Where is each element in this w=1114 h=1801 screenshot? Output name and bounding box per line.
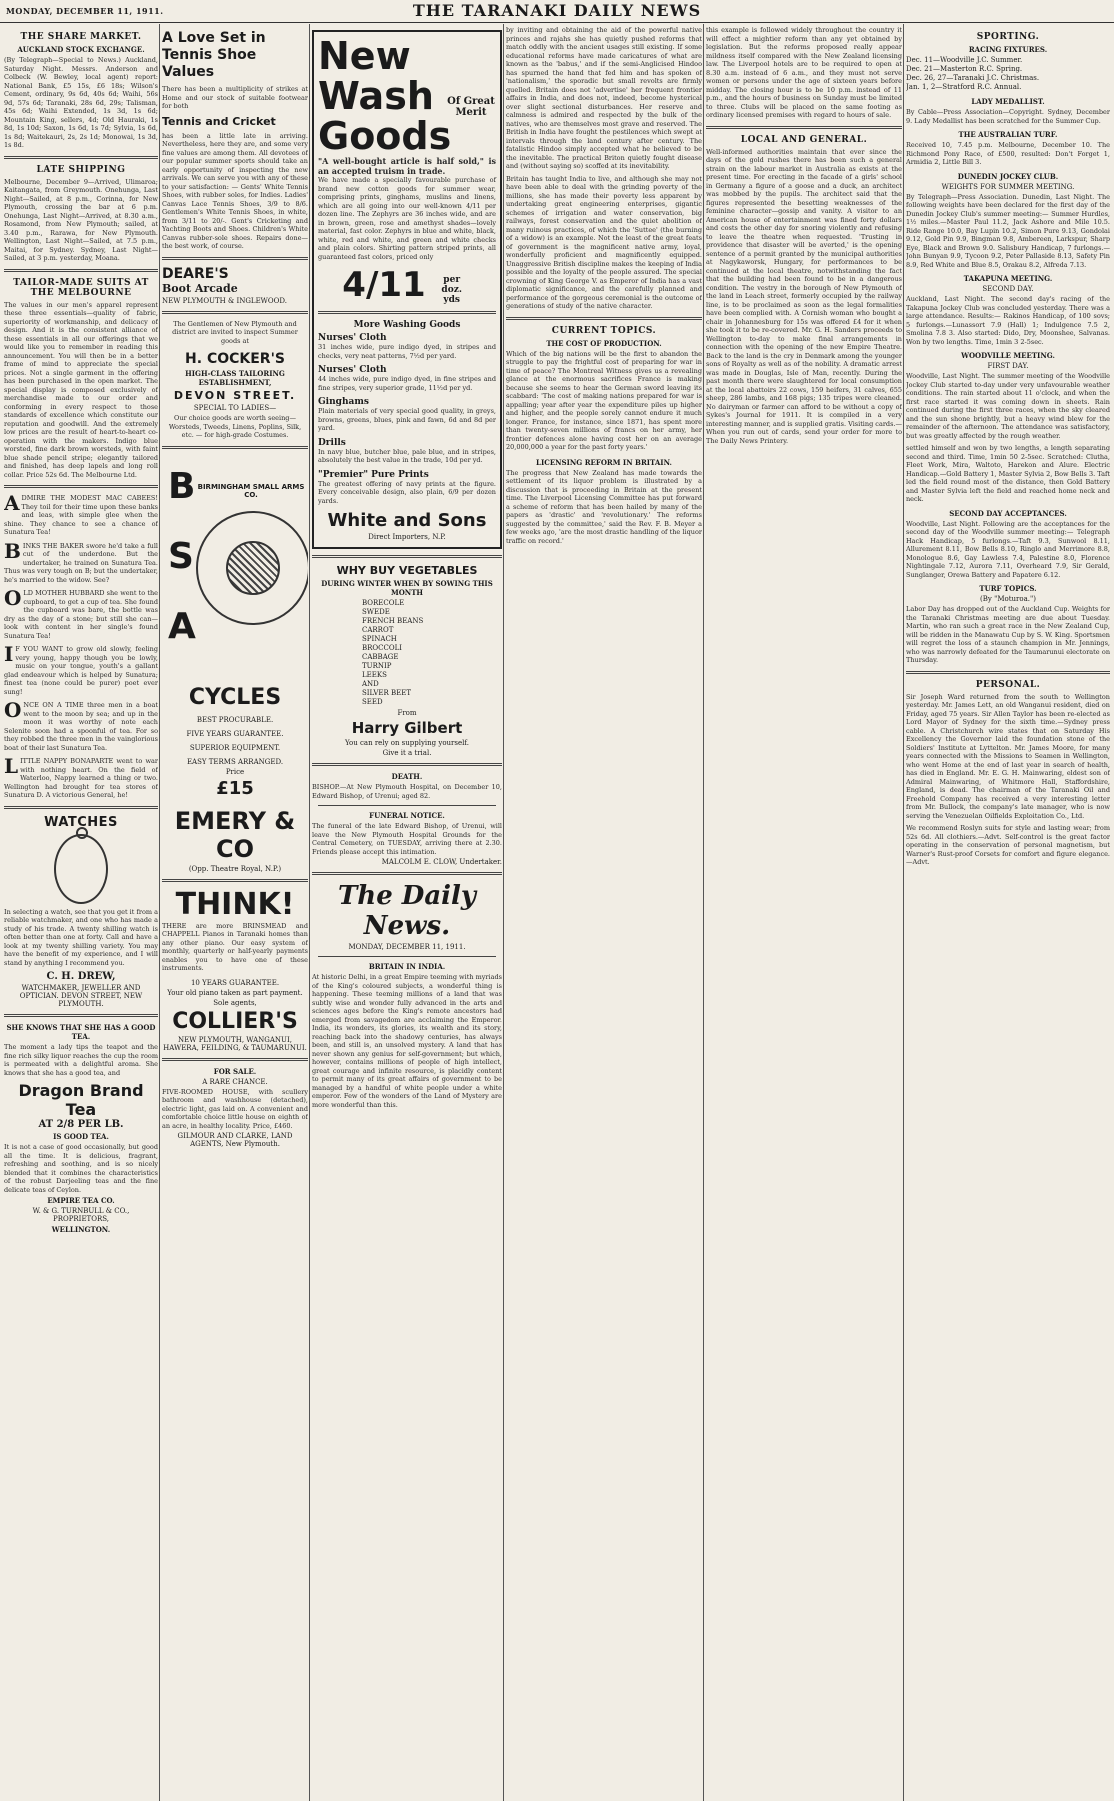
daily-news-date: MONDAY, DECEMBER 11, 1911. xyxy=(348,943,466,951)
issue-date: MONDAY, DECEMBER 11, 1911. xyxy=(6,6,164,16)
wash-price: 4/11 xyxy=(342,265,426,305)
wash-item xyxy=(318,333,496,360)
colliers-title: COLLIER'S xyxy=(172,1008,298,1034)
tailor-body: The values in our men's apparel represent these three essentials—quality of fabric, superiority of workmanship, and delicacy of design. And it is the consistent alliance of these essentials in all our offerings that we would like you to remember in reading this announcement. You will then be in a better frame of mind to appreciate the special prices. Not a single garment in the offering has been purchased in the open market. The special display is composed exclusively of merchandise made to our order and conforming in every respect to those standards of excellence which constitute our reputation and goodwill. And the extremely low prices are the result of heart-to-heart co-operation with the makers. Indigo blue worsted, fine dark brown worsteds, with faint blue shade pencil stripe; elegantly tailored and finished, has deep lapels and long roll collar. Price 52s 6d. The Melbourne Ltd. xyxy=(4,300,158,479)
column-divider xyxy=(309,24,310,1801)
australian-turf-body: Received 10, 7.45 p.m. Melbourne, December 10. The Richmond Pony Race, of £500, resulted: Don't Forget 1, Armidia 2, Little Bill 3. xyxy=(906,141,1110,166)
death-heading: DEATH. xyxy=(391,772,423,781)
drew-name: C. H. DREW, xyxy=(46,971,116,982)
cycles-price-label: Price xyxy=(225,767,245,776)
column-5 xyxy=(706,26,902,1797)
jingle-text: NCE ON A TIME three men in a boat went to the moon by sea; and up in the moon it was worthy of note each Selenite soon had a spoonful of tea. For so they robbed the three men in the vainglorious boat of their last Sunatura Tea. xyxy=(4,701,158,752)
fixture-item: Jan. 1, 2—Stratford R.C. Annual. xyxy=(906,83,1022,91)
jingle-text: DMIRE THE MODEST MAC CABEES! They toil for their time upon these banks and leas, with simple glee when the shine. They chance to see a chance of Sunatura Tea! xyxy=(4,494,158,536)
teapot-body: The moment a lady tips the teapot and the fine rich silky liquor reaches the cup the room is permeated with a delightful aroma. She knows that she has a good tea, and xyxy=(4,1043,158,1077)
share-market-body: (By Telegraph—Special to News.) Auckland, Saturday Night. Messrs. Anderson and Colbeck (W. Bewley, local agent) report: National Bank, £5 15s, £6 18s; Wilson's Cement, ordinary, 9s 6d, 40s 6d; Waihi, 56s 9d, 57s 6d; Taranaki, 28s 6d, 29s; Talisman, 45s 6d; Waihi Extended, 1s 3d, 1s 6d; Mountain King, sellers, 4d; Old Hauraki, 1s 8d, 1s 10d; Saxon, 1s 6d, 1s 7d; Sylvia, 1s 6d, 1s 8d; Waitekauri, 2s, 2s 1d; Monowai, 1s 3d, 1s 8d. xyxy=(4,56,158,149)
takapuna-heading: TAKAPUNA MEETING. xyxy=(963,274,1053,283)
jingle-text: ITTLE NAPPY BONAPARTE went to war with nothing heart. On the field of Waterloo, Nappy learned a thing or two. Wellington had brought for tea stores of Sunatura D. A victorious General, he! xyxy=(4,757,158,799)
licensing-body: The progress that New Zealand has made towards the settlement of its liquor problem is illustrated by a discussion that is proceeding in Britain at the present time. The Liverpool Licensing Committee has put forward a scheme of reform that has been hailed by many of the papers as 'drastic' and 'revolutionary.' The reforms suggested by the committee,' said the Rev. F. B. Meyer a few weeks ago, 'are the most drastic handling of the liquor traffic on record.' xyxy=(506,468,702,545)
dragon-brand-title: Dragon Brand Tea xyxy=(18,1081,144,1119)
of-great-merit: Of Great Merit xyxy=(447,96,495,118)
tennis-cricket-body: has been a little late in arriving. Nevertheless, here they are, and some very fine values are among them. All devotees of our popular summer sports should take an early opportunity of inspecting the new arrivals. We can serve you with any of these to your satisfaction: — Gents' White Tennis Shoes, with rubber soles, for Indies. Ladies' Canvas Lace Tennis Shoes, 3/9 to 8/6. Gentlemen's White Tennis Shoes, in white, from 3/11 to 20/-. Gent's Cricketing and Yachting Boots and Shoes. Children's White Canvas rubber-sole shoes. Repairs done—the best work, of course. xyxy=(162,131,308,250)
cycles-title: CYCLES xyxy=(188,684,282,710)
cycles-price: £15 xyxy=(216,777,254,799)
britain-continued-body-2: Britain has taught India to live, and although she may not have been able to deal with the grinding poverty of the millions, she has made their poverty less apparent by undertaking great engineering enterprises, gigantic schemes of irrigation and water conservation, big railways, forest conservation and the quiet abolition of many ruinous practices, of which the 'Suttee' (the burning of a widow) is an example. Not the least of the great feats of government is the magnificent native army, loyal, wonderfully proficient and magnificently equipped. Unaggressive British discipline makes the keeping of India possible and the loyalty of the people assured. The special crowning of King George V. as Emperor of India has a vast diplomatic significance, and the carefully planned and performance of the gorgeous ceremonial is the outcome of generations of study of the native character. xyxy=(506,174,702,310)
vegetable-item: BORECOLE xyxy=(362,599,405,607)
racing-fixtures-heading: RACING FIXTURES. xyxy=(968,45,1048,54)
love-set-body: There has been a multiplicity of strikes at Home and our stock of suitable footwear for both xyxy=(162,85,308,110)
daily-news-nameplate: The Daily News. xyxy=(337,881,477,941)
cocker-body: Our choice goods are worth seeing—Worsteds, Tweeds, Linens, Poplins, Silk, etc. — for high-grade Costumes. xyxy=(168,414,302,439)
drop-cap: I xyxy=(4,642,14,666)
love-set-title: A Love Set in Tennis Shoe Values xyxy=(162,30,266,80)
britain-continued-body: by inviting and obtaining the aid of the powerful native princes and rajahs she has quietly pushed reforms that match oddly with the ancient usages still existing. If some educational reforms have made caricatures of what are known as the 'babus,' and if the semi-Anglicised Hindoo has spurned the hand that fed him and has spoken of 'nationalism,' the sporadic but small revolts are firmly quelled. Britain does not 'advertise' her frequent frontier affairs in India, and does not, indeed, become hysterical over slight sectional disturbances. Her reserve and calmness is admired and respected by the bulk of the natives, who are themselves most grave and reserved. The British in India have fought the pestilences which swept at intervals through the land century after century. The fatalistic Hindoo simply accepted what he believed to be the inevitable. The practical Briton quietly fought disease and (without saying so) scoffed at its inevitability. xyxy=(506,26,702,170)
harry-gilbert-title: Harry Gilbert xyxy=(351,719,463,737)
for-sale-body: FIVE-ROOMED HOUSE, with scullery bathroom and washhouse (detached), electric light, gas laid on. A convenient and comfortable choice little house on eighth of an acre, in healthy locality. Price, £460. xyxy=(162,1087,308,1130)
cycles-line: EASY TERMS ARRANGED. xyxy=(186,757,284,766)
weights-body: By Telegraph—Press Association. Dunedin, Last Night. The following weights have been declared for the first day of the Dunedin Jockey Club's summer meeting:— Summer Hurdles, 1½ miles.—Master Paul 11.2, Jack Ashore and Mile 10.5. Ride Range 10.0, Bay Lupin 10.2, Simon Pure 9.13, Gondolai 9.12, Gold Pin 9.9, Bingman 9.8, Ambereen, Larkspur, Sharp Eye, Black and Brown 9.0. Salisbury Handicap, 7 furlongs.—John Bunyan 9.9, Tycoon 9.2, Peter Pallaside 8.13, Safety Pin 8.9, Red White and Blue 8.5, Orakau 8.2, Alfreda 7.13. xyxy=(906,192,1110,269)
wash-item-name: "Premier" Pure Prints xyxy=(318,469,429,480)
turf-topics-body: Labor Day has dropped out of the Auckland Cup. Weights for the Taranaki Christmas meeting are due about Tuesday. Martin, who ran such a great race in the New Zealand Cup, will be ridden in the Manawatu Cup by S. W. King. Sportsmen will regret the loss of a staunch champion in Mr. Jennings, who was narrowly defeated for the Taumarunui electorate on Thursday. xyxy=(906,605,1110,664)
she-knows-heading: SHE KNOWS THAT SHE HAS A GOOD TEA. xyxy=(6,1023,156,1041)
wash-item-desc: The greatest offering of navy prints at the figure. Every conceivable design, also plain, 6/9 per dozen yards. xyxy=(318,479,496,505)
share-market-heading: THE SHARE MARKET. xyxy=(20,32,142,42)
tennis-cricket-title: Tennis and Cricket xyxy=(162,114,276,128)
cycles-line: SUPERIOR EQUIPMENT. xyxy=(189,743,281,752)
wash-item-desc: 31 inches wide, pure indigo dyed, in stripes and checks, very neat patterns, 7½d per yard. xyxy=(318,343,496,360)
emery-title: EMERY & CO xyxy=(174,806,296,863)
cost-production-body: Which of the big nations will be the first to abandon the struggle to pay the frightful cost of preparing for war in time of peace? The Montreal Witness gives us a revealing glance at the enormous sacrifices France is making because she seems to hear the German sword leaving its scabbard: 'The cost of making nations prepared for war is appalling; year after year the expenditure piles up higher and higher, and the people sorely cannot endure it much longer. France, for instance, since 1871, has spent more than twenty-seven millions of francs on her army, her frontier defences alone having cost her on an average 20,000,000 a year for the past forty years.' xyxy=(506,349,702,451)
fixture-item: Dec. 26, 27—Taranaki J.C. Christmas. xyxy=(906,74,1040,82)
divider xyxy=(318,311,496,314)
personal-heading: PERSONAL. xyxy=(975,679,1041,690)
divider xyxy=(162,257,308,260)
vegetables-title: WHY BUY VEGETABLES xyxy=(336,564,478,577)
jingle-text: LD MOTHER HUBBARD she went to the cupboard, to get a cup of tea. She found the cupboard was bare, the bottle was dry as the day of a stone; but still she can—look with content in her single's found Sunatura Tea! xyxy=(4,589,158,640)
takapuna-second-day: SECOND DAY. xyxy=(982,285,1034,293)
empire-tea-name: EMPIRE TEA CO. xyxy=(47,1196,115,1205)
turf-topics-heading: TURF TOPICS. xyxy=(979,584,1037,593)
more-washing-title: More Washing Goods xyxy=(353,320,461,330)
turf-topics-byline: (By "Moturoa.") xyxy=(980,595,1036,603)
woodville-first-day: FIRST DAY. xyxy=(987,362,1029,370)
current-topics-heading: CURRENT TOPICS. xyxy=(551,325,657,336)
watches-heading: WATCHES xyxy=(44,814,118,830)
late-shipping-heading: LATE SHIPPING xyxy=(36,164,126,175)
bsa-emblem-icon xyxy=(196,511,308,625)
deare-subtitle: Boot Arcade xyxy=(162,281,238,295)
licensing-continued-body: this example is followed widely throughout the country it will effect a mightier reform than any yet obtained by legislation. But the reforms proposed really appear mildness itself compared with the New Zealand licensing law. The Liverpool hotels are to be required to open at 8.30 a.m. instead of 6 a.m., and they must not serve women or persons under the age of sixteen years before midday. The closing hour is to be 10 p.m. instead of 11 p.m., and the hours of business on Sunday must be limited to three. Clubs will be placed on the same footing as ordinary licensed premises with regard to hours of sale. xyxy=(706,26,902,119)
jingle-item xyxy=(4,586,158,640)
white-sons-subtitle: Direct Importers, N.P. xyxy=(368,533,446,541)
tailor-heading: TAILOR-MADE SUITS AT THE MELBOURNE xyxy=(13,277,149,298)
column-divider xyxy=(503,24,504,1801)
wash-quote: "A well-bought article is half sold," is an accepted truism in trade. xyxy=(318,156,496,176)
jingle-item xyxy=(4,642,158,696)
vegetables-subtitle: DURING WINTER WHEN BY SOWING THIS MONTH xyxy=(321,579,493,597)
divider xyxy=(312,555,502,558)
empire-tea-city: WELLINGTON. xyxy=(51,1225,111,1234)
think-title: THINK! xyxy=(175,886,295,922)
column-divider xyxy=(703,24,704,1801)
white-sons-title: White and Sons xyxy=(327,510,487,531)
drop-cap: L xyxy=(4,754,19,778)
wash-header xyxy=(318,36,496,156)
think-body: THERE are more BRINSMEAD and CHAPPELL Pianos in Taranaki homes than any other piano. Our easy system of monthly, quarterly or half-yearly payments enables you to have one of these instruments. xyxy=(162,921,308,972)
local-general-heading: LOCAL AND GENERAL. xyxy=(740,134,868,145)
divider xyxy=(4,485,158,488)
divider xyxy=(4,269,158,272)
vegetable-item: FRENCH BEANS xyxy=(362,617,424,625)
crossed-rifles-icon xyxy=(226,541,280,595)
bsa-cycles-ad xyxy=(162,455,308,685)
jingle-item xyxy=(4,491,158,537)
wash-item-name: Ginghams xyxy=(318,397,369,407)
vegetable-item: SEED xyxy=(362,698,383,706)
advertisement-notes: We recommend Roslyn suits for style and lasting wear; from 52s 6d. All clothiers.—Advt. Self-control is the great factor operating in the conservation of personal magnetism, but Warner's Rust-proof Corsets for comfort and figure elegance.—Advt. xyxy=(906,824,1110,866)
vegetable-item: LEEKS xyxy=(362,671,387,679)
share-market-subheading: AUCKLAND STOCK EXCHANGE. xyxy=(17,45,145,54)
jingle-item xyxy=(4,698,158,752)
fixtures-list xyxy=(906,56,1110,92)
jingle-text: F YOU WANT to grow old slowly, feeling very young, happy though you be lowly, music on your tongue, youth's a gallant glad endeavour which is helped by Sunatura; finest tea (none could be purer) poet ever sung! xyxy=(4,645,158,696)
guarantee-line: 10 YEARS GUARANTEE. xyxy=(190,978,280,987)
for-sale-subtitle: A RARE CHANCE. xyxy=(202,1077,268,1086)
wash-item xyxy=(318,397,496,433)
drop-cap: A xyxy=(4,491,20,515)
dragon-price: AT 2/8 PER LB. xyxy=(38,1119,124,1130)
divider xyxy=(318,805,496,806)
acceptances-heading: SECOND DAY ACCEPTANCES. xyxy=(949,508,1067,518)
acceptances-body: Woodville, Last Night. Following are the acceptances for the second day of the Woodville summer meeting:— Telegraph Hack Handicap, 5 furlongs.—Taft 9.3, Sunwool 8.11, Allurement 8.11, Bow Bells 8.10, Ringlo and Merrimore 8.8, Monologue 8.6, Gay Lawless 7.4, Palestine 8.0, Florence Nightingale 7.12, Aurora 7.11, Overheard 7.9, Sir Gerald, Sunglanger, Orewa Battery and Papatere 6.12. xyxy=(906,519,1110,579)
harry-gilbert-subtitle: You can rely on supplying yourself. xyxy=(345,739,469,747)
death-body: BISHOP.—At New Plymouth Hospital, on December 10, Edward Bishop, of Urenui; aged 82. xyxy=(312,783,502,800)
divider xyxy=(312,763,502,766)
bsa-letter-b: B xyxy=(168,465,196,507)
lady-medallist-body: By Cable—Press Association—Copyright. Sydney, December 9. Lady Medallist has been scratched for the Summer Cup. xyxy=(906,108,1110,125)
fixture-item: Dec. 21—Masterton R.C. Spring. xyxy=(906,65,1023,73)
divider xyxy=(4,1014,158,1017)
britain-heading: BRITAIN IN INDIA. xyxy=(368,962,446,971)
vegetables-list xyxy=(312,599,502,707)
cycles-line: FIVE YEARS GUARANTEE. xyxy=(186,729,284,738)
gilmour-line: GILMOUR AND CLARKE, LAND AGENTS, New Plymouth. xyxy=(177,1132,293,1148)
divider xyxy=(4,156,158,159)
weights-heading: WEIGHTS FOR SUMMER MEETING. xyxy=(941,182,1075,191)
cost-production-heading: THE COST OF PRODUCTION. xyxy=(546,338,662,348)
column-2 xyxy=(162,26,308,1797)
dragon-body: It is not a case of good occasionally, but good all the time. It is delicious, fragrant, refreshing and soothing, and is so nicely blended that it combines the characteristics of the robust Darjeeling teas and the fine delicate teas of Ceylon. xyxy=(4,1143,158,1194)
pocket-watch-icon xyxy=(54,834,108,904)
dragon-good: IS GOOD TEA. xyxy=(53,1132,109,1141)
wash-price-unit: per doz. yds xyxy=(441,275,462,305)
wash-item xyxy=(318,365,496,392)
wash-item-desc: Plain materials of very special good quality, in greys, browns, greens, blues, pink and fawn, 6d and 8d per yard. xyxy=(318,407,496,432)
cocker-ladies: SPECIAL TO LADIES— xyxy=(193,404,277,412)
column-divider xyxy=(903,24,904,1801)
wash-item-desc: In navy blue, butcher blue, pale blue, and in stripes, absolutely the best value in the trade, 10d per yd. xyxy=(318,447,496,464)
woodville-continued-body: settled himself and won by two lengths, a length separating second and third. Time, 1min 50 2-5sec. Scratched: Clutha, Fleet Work, Mira, Waltoto, Harekon and Alure. Electric Handicap.—Gold Battery 1, Master Sylvia 2, Bow Bells 3. Taft led the field round most of the distance, then Gold Battery and Master Sylvia left the field and reached home neck and neck. xyxy=(906,444,1110,503)
divider xyxy=(4,806,158,809)
vegetable-item: BROCCOLI xyxy=(362,644,403,652)
wash-body: We have made a specially favourable purchase of brand new cotton goods for summer wear, comprising prints, ginghams, muslins and linens, which are all going into our well-known 4/11 per dozen line. The Zephyrs are 36 inches wide, and are in brown, green, rose and amethyst shades—lovely material, fast color. Zephyrs in blue and white, black, white, red and white, and green and white checks and plain colors. Shirting pattern striped prints, all guaranteed fast colors, priced only xyxy=(318,176,496,261)
divider xyxy=(318,956,496,957)
gentlemen-invite: The Gentlemen of New Plymouth and district are invited to inspect Summer goods at xyxy=(172,319,298,345)
old-piano-line: Your old piano taken as part payment. xyxy=(167,988,303,997)
divider xyxy=(162,1058,308,1061)
wash-price-block xyxy=(318,265,496,305)
empire-tea-owner: W. & G. TURNBULL & CO., PROPRIETORS, xyxy=(32,1207,130,1223)
column-divider xyxy=(159,24,160,1801)
column-1 xyxy=(4,26,158,1797)
column-6 xyxy=(906,26,1110,1797)
wash-item-name: Nurses' Cloth xyxy=(318,365,387,375)
new-wash-goods-ad xyxy=(312,30,502,549)
divider xyxy=(162,879,308,882)
australian-turf-heading: THE AUSTRALIAN TURF. xyxy=(958,130,1058,139)
woodville-body: Woodville, Last Night. The summer meeting of the Woodville Jockey Club started to-day under very unfavourable weather conditions. The rain started about 11 o'clock, and when the first race started it was coming down in sheets. Rain continued during the first three races, when the sky cleared and the sun shone brightly, but a heavy wind blew for the remainder of the afternoon. The attendance was satisfactory, but was greatly affected by the rough weather. xyxy=(906,372,1110,440)
wash-item xyxy=(318,470,496,506)
drop-cap: O xyxy=(4,698,22,722)
sunatura-jingles xyxy=(4,491,158,800)
britain-body: At historic Delhi, in a great Empire teeming with myriads of the King's coloured subjects, a wonderful thing is happening. These teeming millions of a land that was subtly wise and wonder fully advanced in the arts and sciences ages before the King's remote ancestors had emerged from savagedom are acclaiming the Emperor. India, its wonders, its glories, its wealth and its story, reaching back into the shadowy centuries, has always been, and still is, an unsolved mystery. A land that has never shown any genius for self-government; but which, however, contains millions of people of high intellect, great courage and infinite resource, is placidly content to permit many of its great affairs of government to be managed by a handful of white people under a white emperor. Few of the wonders of the Land of Mystery are more wonderful than this. xyxy=(312,973,502,1109)
for-sale-title: FOR SALE. xyxy=(213,1066,257,1076)
divider xyxy=(312,872,502,875)
wash-item xyxy=(318,438,496,465)
divider xyxy=(706,126,902,129)
vegetable-item: SPINACH xyxy=(362,635,397,643)
personal-body: Sir Joseph Ward returned from the south to Wellington yesterday. Mr. James Lett, an old Wanganui resident, died on Friday, aged 75 years. Sir Allen Taylor has been re-elected as Lord Mayor of Sydney for the sixth time.—Sydney press cable. A Christchurch wire states that on Saturday His Excellency the Governor laid the foundation stone of the Soldiers' Institute at Lyttelton. Mr. James Moore, for many years connected with the Missions to Seamen in Wellington, who went Home at the end of last year in search of health, has died in England. Mr. E. G. H. Mainwaring, eldest son of Admiral Mainwaring, of Whitmore Hall, Staffordshire, England, is dead. The chairman of the Taranaki Oil and Freehold Company has received a very interesting letter from Mr. Bullock, the company's late manager, who is now serving the Venezuelan Oilfields Exploitation Co., Ltd. xyxy=(906,692,1110,820)
bsa-letter-a: A xyxy=(168,605,196,647)
watches-body: In selecting a watch, see that you get it from a reliable watchmaker, and one who has made a study of his trade. A twenty shilling watch is often better than one at forty. Call and have a look at my twenty shilling variety. You may have the benefit of my experience, and I will stand by anything I recommend you. xyxy=(4,907,158,967)
bsa-letter-s: S xyxy=(168,535,194,577)
woodville-heading: WOODVILLE MEETING. xyxy=(961,351,1055,360)
jingle-item xyxy=(4,754,158,800)
funeral-heading: FUNERAL NOTICE. xyxy=(369,811,445,820)
jingle-item xyxy=(4,538,158,585)
vegetable-item: AND xyxy=(362,680,379,688)
deare-location: NEW PLYMOUTH & INGLEWOOD. xyxy=(162,296,287,305)
masthead xyxy=(0,0,1114,23)
undertaker-line: MALCOLM E. CLOW, Undertaker. xyxy=(381,858,502,866)
column-3 xyxy=(312,26,502,1797)
vegetable-item: SWEDE xyxy=(362,608,390,616)
drop-cap: O xyxy=(4,586,22,610)
newspaper-title: THE TARANAKI DAILY NEWS xyxy=(412,1,702,20)
cocker-title: H. COCKER'S xyxy=(185,351,285,367)
bsa-ring-text: BIRMINGHAM SMALL ARMS CO. xyxy=(197,482,305,499)
vegetable-item: TURNIP xyxy=(362,662,392,670)
deare-title: DEARE'S xyxy=(162,265,229,282)
colliers-towns: NEW PLYMOUTH, WANGANUI, HAWERA, FEILDING, & TAUMARUNUI. xyxy=(163,1035,307,1052)
wash-item-name: Drills xyxy=(318,437,346,448)
wash-item-desc: 44 inches wide, pure indigo dyed, in fine stripes and fine stripes, very superior grade, 11½d per yd. xyxy=(318,375,496,392)
cocker-subtitle: HIGH-CLASS TAILORING ESTABLISHMENT, xyxy=(185,369,285,387)
funeral-body: The funeral of the late Edward Bishop, of Urenui, will leave the New Plymouth Hospital Grounds for the Central Cemetery, on TUESDAY, arriving there at 2.30. Friends please accept this intimation. xyxy=(312,822,502,856)
divider xyxy=(906,671,1110,674)
cycles-line: BEST PROCURABLE. xyxy=(196,715,274,724)
from-label: From xyxy=(397,709,417,717)
sole-agents-line: Sole agents, xyxy=(213,998,257,1007)
late-shipping-body: Melbourne, December 9—Arrived, Ulimaroa; Kaitangata, from Greymouth. Onehunga, Last Night—Sailed, at 8 p.m., Corinna, for New Plymouth, crossing the bar at 6 p.m. Onehunga, Last Night—Arrived, at 8.30 a.m., Rosamond, from New Plymouth; sailed, at 3.40 p.m., Rarawa, for New Plymouth. Wellington, Last Night—Sailed, at 7.5 p.m., Maitai, for Sydney. Sydney, Last Night—Sailed, at 3 p.m. yesterday, Moana. xyxy=(4,177,158,262)
cocker-street: DEVON STREET. xyxy=(173,389,297,402)
divider xyxy=(162,446,308,449)
divider xyxy=(162,311,308,314)
licensing-heading: LICENSING REFORM IN BRITAIN. xyxy=(536,457,672,467)
dunedin-heading: DUNEDIN JOCKEY CLUB. xyxy=(957,171,1059,181)
lady-medallist-heading: LADY MEDALLIST. xyxy=(971,97,1045,106)
drew-address: WATCHMAKER, JEWELLER AND OPTICIAN. DEVON STREET, NEW PLYMOUTH. xyxy=(19,984,143,1008)
vegetable-item: SILVER BEET xyxy=(362,689,412,697)
vegetable-item: CABBAGE xyxy=(362,653,399,661)
takapuna-body: Auckland, Last Night. The second day's racing of the Takapuna Jockey Club was concluded yesterday. There was a large attendance. Results:— Rakinos Handicap, of 100 sovs; 5 furlongs.—Lunassort 7.9 (Hall) 1; Indulgence 7.5 2, Smolina 7.8 3. Also started: Dido, Dry, Moonshee, Salvanas. Won by two lengths. Time, 1min 3 2-5sec. xyxy=(906,295,1110,346)
jingle-text: INKS THE BAKER swore he'd take a full cut of the underdone. But the undertaker, he trained on Sunatura Tea. Thus was very tough on B; but the undertaker, he's married to the widow. See? xyxy=(4,541,158,584)
divider xyxy=(506,317,702,320)
wash-item-name: Nurses' Cloth xyxy=(318,333,387,343)
column-4 xyxy=(506,26,702,1797)
vegetable-item: CARROT xyxy=(362,626,394,634)
drop-cap: B xyxy=(4,538,21,563)
emery-subtitle: (Opp. Theatre Royal, N.P.) xyxy=(188,864,282,873)
give-trial: Give it a trial. xyxy=(382,749,432,757)
new-wash-title: New Wash Goods xyxy=(318,34,452,158)
fixture-item: Dec. 11—Woodville J.C. Summer. xyxy=(906,56,1023,64)
sporting-heading: SPORTING. xyxy=(976,32,1040,42)
local-general-body: Well-informed authorities maintain that ever since the days of the gold rushes there has been such a general strain on the labour market in Australia as exists at the present time. For erecting in the facade of a girls' school in Germany a figure of a goose and a duck, an architect was mobbed by the pupils. The architect said that the figures represented the besetting weaknesses of the feminine character—gossip and vanity. A visitor to an American house of entertainment was fined forty dollars and costs the other day for snoring violently and refusing to leave the theatre when requested. 'Trusting in providence that disaster will be averted,' is the opening sentence of a permit granted by the municipal authorities at Nagykaworsk, Hungary, for performances to be continued at the local theatre, notwithstanding the fact that the building had been found to be in a dangerous condition. The vestry in the borough of New Plymouth of the land in Leach street, formerly occupied by the railway line, is to be proclaimed as soon as the legal formalities have been complied with. A Cornish woman who bought a chair in Johannesburg for 15s was offered £4 for it when she took it to be re-covered. Mr. G. H. Sanders proceeds to Wellington to-day to make final arrangements in connection with the opening of the new Empire Theatre. Back to the land is the cry in Denmark among the younger sons of Royalty as well as of the nobility. A dramatic arrest was made in Douglas, Isle of Man, recently. During the past month there were slaughtered for local consumption at the local abattoirs 22 cows, 159 heifers, 31 calves, 655 sheep, 286 lambs, and 168 pigs; 135 tripes were cleaned. No dairyman or farmer can afford to be without a copy of Sykes's Journal for 1911. It is compiled in a very interesting manner, and is supplied gratis. Visiting cards.—When you run out of cards, send your order for more to The Daily News Printery. xyxy=(706,147,902,445)
